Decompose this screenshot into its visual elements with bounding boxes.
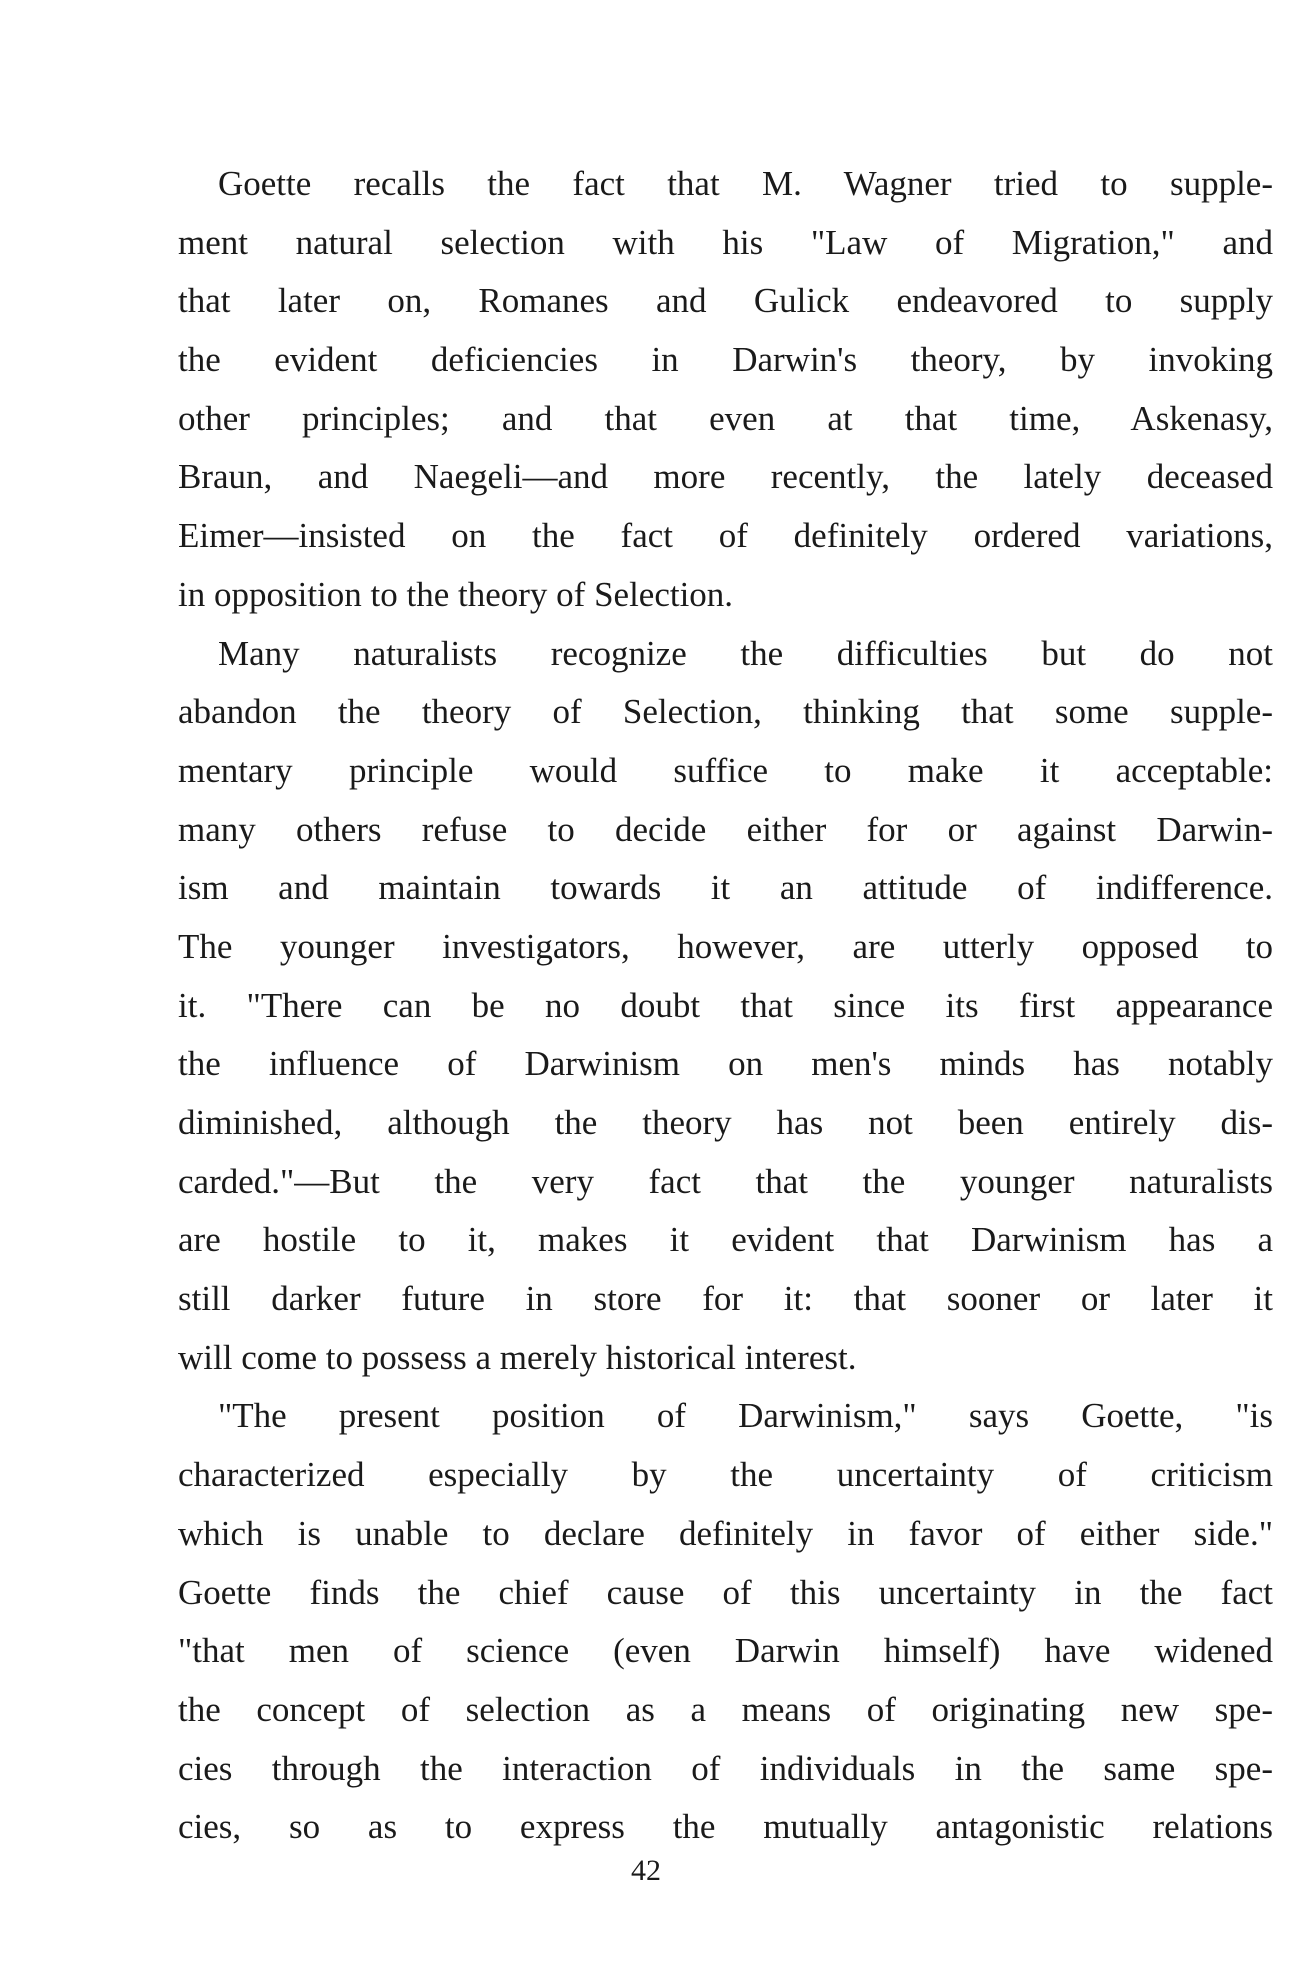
text-line: ism and maintain towards it an attitude of indifference. (178, 868, 1273, 908)
text-line: cies through the interaction of individuals in the same spe- (178, 1748, 1273, 1788)
text-line: Goette recalls the fact that M. Wagner tried to supple- (218, 164, 1273, 203)
text-line: Goette finds the chief cause of this uncertainty in the fact (178, 1572, 1273, 1612)
text-line: cies, so as to express the mutually antagonistic relations (178, 1807, 1273, 1847)
paragraph-1 (178, 155, 1273, 625)
text-line: are hostile to it, makes it evident that Darwinism has a (178, 1220, 1273, 1260)
text-line: "that men of science (even Darwin himself) have widened (178, 1631, 1273, 1671)
text-line: it. "There can be no doubt that since its first appearance (178, 985, 1273, 1025)
text-line: many others refuse to decide either for or against Darwin- (178, 809, 1273, 849)
text-line: still darker future in store for it: that sooner or later it (178, 1279, 1273, 1319)
text-line: mentary principle would suffice to make it acceptable: (178, 750, 1273, 790)
text-line: characterized especially by the uncertainty of criticism (178, 1455, 1273, 1495)
text-line: the concept of selection as a means of originating new spe- (178, 1689, 1273, 1729)
text-line: other principles; and that even at that time, Askenasy, (178, 398, 1273, 438)
text-line: carded."—But the very fact that the younger naturalists (178, 1161, 1273, 1201)
text-line: abandon the theory of Selection, thinking that some supple- (178, 692, 1273, 732)
text-line: The younger investigators, however, are utterly opposed to (178, 926, 1273, 966)
paragraph-3 (178, 1387, 1273, 1857)
text-line: Many naturalists recognize the difficulties but do not (218, 633, 1273, 673)
text-line: ment natural selection with his "Law of Migration," and (178, 222, 1273, 262)
text-line: which is unable to declare definitely in favor of either side." (178, 1513, 1273, 1553)
text-line: will come to possess a merely historical interest. (178, 1337, 857, 1377)
body-text (178, 155, 1273, 1857)
paragraph-2 (178, 625, 1273, 1388)
page-number: 42 (631, 1854, 661, 1887)
text-line: diminished, although the theory has not been entirely dis- (178, 1103, 1273, 1142)
text-line: Eimer—insisted on the fact of definitely ordered variations, (178, 516, 1273, 556)
text-line: Braun, and Naegeli—and more recently, the lately deceased (178, 457, 1273, 497)
text-line: the influence of Darwinism on men's minds has notably (178, 1044, 1273, 1084)
text-line: that later on, Romanes and Gulick endeavored to supply (178, 281, 1273, 321)
text-line: in opposition to the theory of Selection. (178, 574, 734, 614)
text-line: "The present position of Darwinism," says Goette, "is (218, 1396, 1273, 1436)
text-line: the evident deficiencies in Darwin's theory, by invoking (178, 340, 1273, 380)
